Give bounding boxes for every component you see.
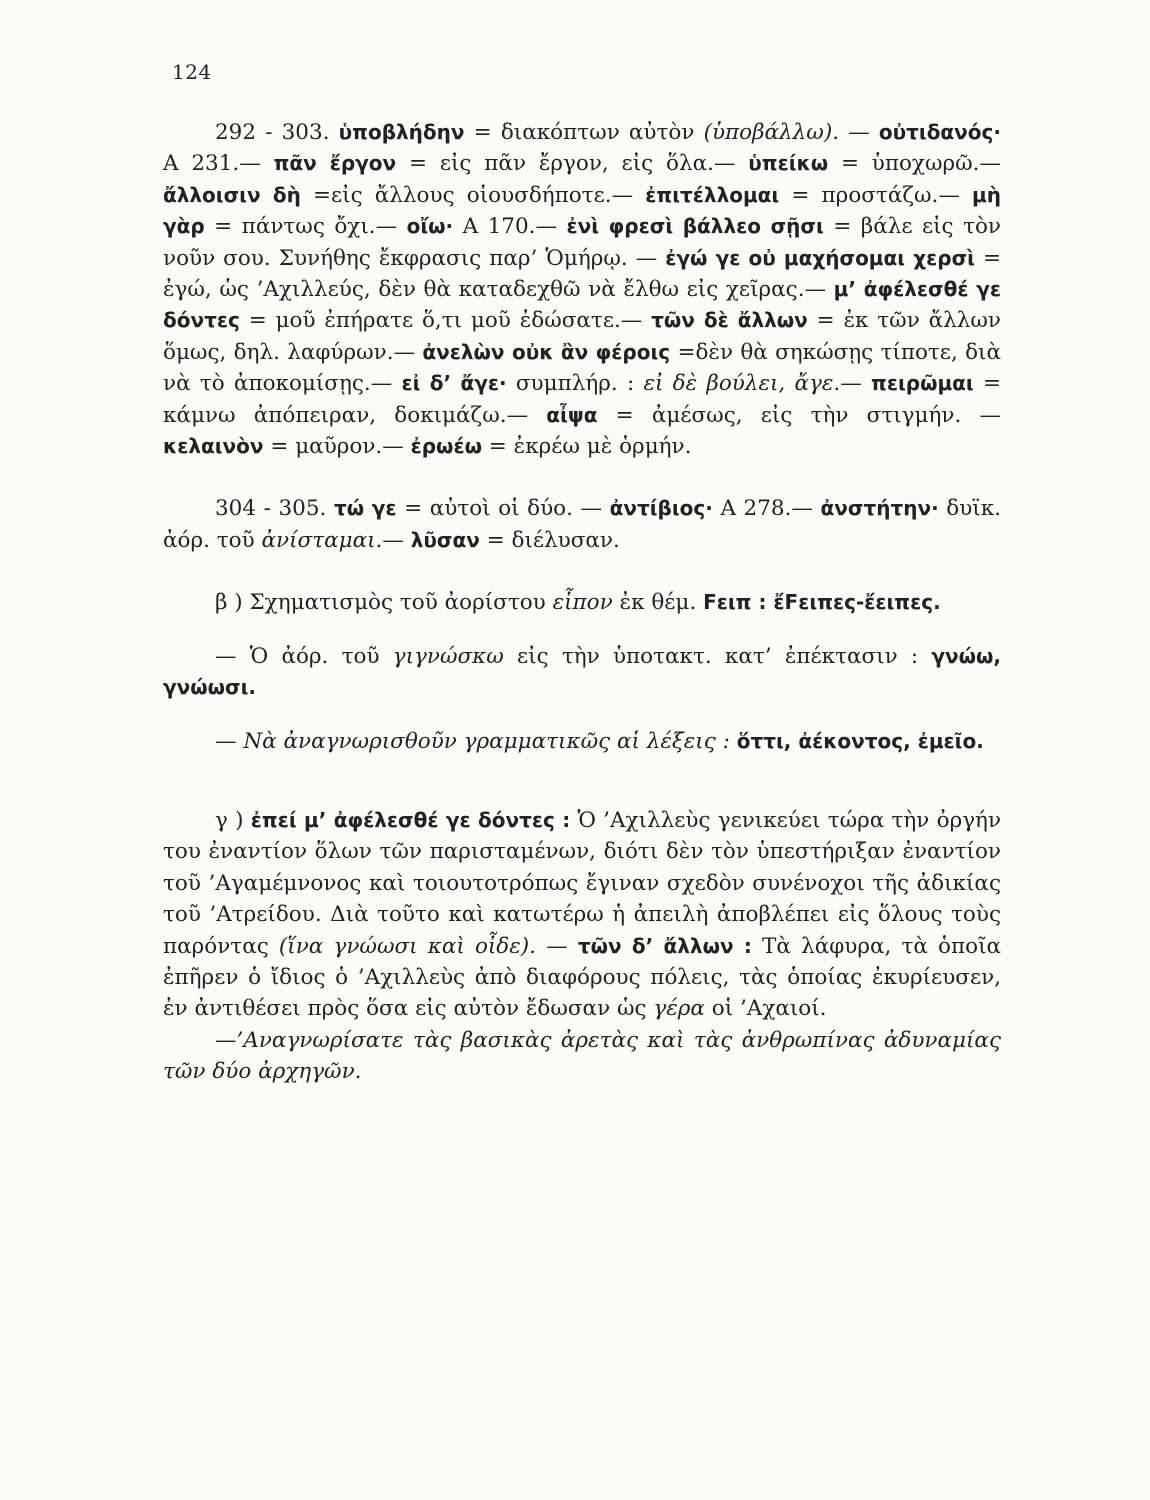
paragraph-gamma (163, 805, 1001, 1025)
keyword-lemma: ὑποβλήδην (338, 120, 465, 144)
body-text: = ἐκ τῶν ἄλλων ὅμως, δηλ. λαφύρων.— (163, 308, 1001, 365)
body-text: =εἰς ἄλλους οἱουσδήποτε.— (300, 182, 646, 208)
paragraph-notes-292-303 (163, 117, 1001, 462)
italic-text: γιγνώσκω (392, 643, 504, 669)
body-text: — (840, 371, 872, 397)
body-text: = ὑποχωρῶ.— (828, 151, 1001, 177)
body-text: = ἀμέσως, εἰς τὴν στιγμήν. — (597, 402, 1001, 428)
body-text: — (215, 1027, 237, 1053)
paragraph-beta-gnoo (163, 641, 1001, 704)
paragraph-gamma-exercise (163, 1025, 1001, 1088)
keyword-lemma: ὅττι, ἀέκοντος, ἐμεῖο. (736, 728, 984, 753)
body-text: — (536, 933, 578, 959)
paragraph-beta (163, 587, 1001, 618)
keyword-lemma: ὑπείκω (748, 151, 829, 176)
body-text: γ ) (215, 807, 251, 833)
keyword-lemma: ἀνελὼν οὐκ ἂν φέροις (422, 339, 671, 364)
body-text: — (215, 728, 244, 754)
body-text: = αὐτοὶ οἱ δύο. — (396, 496, 610, 522)
commentary-body (163, 117, 1001, 1088)
keyword-lemma: ἐπιτέλλομαι (645, 182, 780, 207)
body-text: εἰς τὴν ὑποτακτ. κατ’ ἐπέκτασιν : (503, 643, 932, 669)
body-text: 304 - 305. (215, 496, 334, 522)
page-number: 124 (172, 60, 212, 84)
body-text: = μοῦ ἐπήρατε ὅ,τι μοῦ ἐδώσατε.— (239, 308, 652, 334)
keyword-lemma: ἐγώ γε οὐ μαχήσομαι χερσὶ (665, 245, 975, 270)
keyword-lemma: πειρῶμαι (871, 371, 974, 396)
keyword-lemma: ἐρωέω (410, 434, 482, 459)
keyword-lemma: λῦσαν (410, 527, 480, 552)
italic-text: εἰ δὲ βούλει, ἄγε. (643, 371, 841, 397)
body-text: =δὲν θὰ σηκώσῃς τίποτε, διὰ νὰ τὸ ἀποκομίσῃς.— (163, 339, 1001, 397)
keyword-lemma: τῶν δ’ ἄλλων : (577, 933, 752, 958)
keyword-lemma: κελαινὸν (163, 434, 264, 459)
body-text: Τὰ λάφυρα, τὰ ὁποῖα ἐπῆρεν ὁ ἴδιος ὁ ’Αχιλλεὺς ἀπὸ διαφόρους πόλεις, τὰς ὁποίας ἐκυρίευσεν, ἐν ἀντιθέσει πρὸς ὅσα εἰς αὐτὸν ἔδωσαν ὡς (163, 933, 1002, 1022)
keyword-lemma: ἄλλοισιν δὴ (163, 182, 301, 207)
italic-text: ἀνίσταμαι. (261, 527, 383, 553)
body-text: ἐκ θέμ. (612, 590, 704, 616)
italic-text: Νὰ ἀναγνωρισθοῦν γραμματικῶς αἱ λέξεις : (243, 728, 730, 754)
keyword-lemma: ἐνὶ φρεσὶ βάλλεο σῇσι (566, 214, 824, 239)
keyword-lemma: γνώω, γνώωσι. (163, 643, 1001, 700)
body-text: — Ὁ ἀόρ. τοῦ (215, 643, 393, 669)
keyword-lemma: τώ γε (333, 496, 397, 521)
keyword-lemma: Fειπ : ἔFειπες-ἔειπες. (703, 590, 941, 615)
keyword-lemma: οἴω· (406, 214, 454, 239)
italic-text: γέρα (653, 996, 705, 1022)
keyword-lemma: ἀνστήτην· (820, 496, 939, 521)
body-text: Α 231.— (163, 151, 274, 177)
keyword-lemma: πᾶν ἔργον (273, 151, 397, 176)
body-text: — (839, 120, 879, 145)
body-text: = βάλε εἰς τὸν νοῦν σου. Συνήθης ἔκφρασις παρ’ Ὁμήρῳ. — (163, 214, 1001, 271)
keyword-lemma: εἰ δ’ ἄγε· (401, 371, 507, 396)
paragraph-notes-304-305 (163, 493, 1001, 556)
body-text: = προστάζω.— (779, 182, 973, 208)
body-text: = διακόπτων αὐτὸν (464, 120, 704, 145)
body-text: = ἐκρέω μὲ ὁρμήν. (481, 434, 692, 460)
italic-text: (ἵνα γνώωσι καὶ οἶδε). (278, 933, 537, 959)
body-text (730, 729, 737, 754)
body-text: Α 278.— (712, 496, 821, 522)
keyword-lemma: ἀντίβιος· (609, 496, 713, 521)
body-text: = διέλυσαν. (479, 527, 620, 553)
body-text: = μαῦρον.— (263, 434, 411, 460)
italic-text: (ὑποβάλλω). (703, 120, 840, 145)
paragraph-beta-recognize (163, 726, 1001, 757)
body-text: δυϊκ. ἀόρ. τοῦ (163, 496, 1001, 553)
body-text: — (382, 527, 411, 553)
keyword-lemma: αἶψα (546, 402, 598, 427)
italic-text: ’Αναγνωρίσατε τὰς βασικὰς ἀρετὰς καὶ τὰς ἀνθρωπίνας ἀδυναμίας τῶν δύο ἀρχηγῶν. (163, 1027, 1001, 1085)
keyword-lemma: μ’ ἀφέλεσθέ γε δόντες (163, 277, 1001, 333)
keyword-lemma: μὴ γὰρ (163, 182, 1001, 239)
body-text: β ) Σχηματισμὸς τοῦ ἀορίστου (215, 590, 553, 616)
body-text: = ἐγώ, ὡς ’Αχιλλεύς, δὲν θὰ καταδεχθῶ νὰ ἔλθω εἰς χεῖρας.— (163, 245, 1001, 303)
body-text: συμπλήρ. : (506, 371, 644, 397)
body-text: 292 - 303. (215, 120, 339, 145)
body-text: Α 170.— (453, 214, 567, 240)
body-text: = πάντως ὄχι.— (204, 214, 407, 240)
body-text: οἱ ’Αχαιοί. (704, 996, 827, 1022)
keyword-lemma: οὐτιδανός· (878, 120, 1001, 144)
body-text: Ὁ ’Αχιλλεὺς γενικεύει τώρα τὴν ὀργήν του ἐναντίον ὅλων τῶν παρισταμένων, διότι δὲν τὸν ὑπεστήριξαν ἐναντίον τοῦ ’Αγαμέμνονος καὶ τοιουτοτρόπως ἔγιναν σχεδὸν συνένοχοι τῆς ἀδικίας τοῦ ’Ατρείδου. Διὰ τοῦτο καὶ κατωτέρω ἡ ἀπειλὴ ἀποβλέπει εἰς ὅλους τοὺς παρόντας (163, 807, 1002, 959)
body-text: = εἰς πᾶν ἔργον, εἰς ὅλα.— (396, 151, 749, 177)
keyword-lemma: τῶν δὲ ἄλλων (651, 308, 808, 333)
italic-text: εἶπον (552, 590, 613, 616)
body-text: = κάμνω ἀπόπειραν, δοκιμάζω.— (163, 371, 1001, 428)
keyword-lemma: ἐπεί μ’ ἀφέλεσθέ γε δόντες : (250, 807, 571, 832)
